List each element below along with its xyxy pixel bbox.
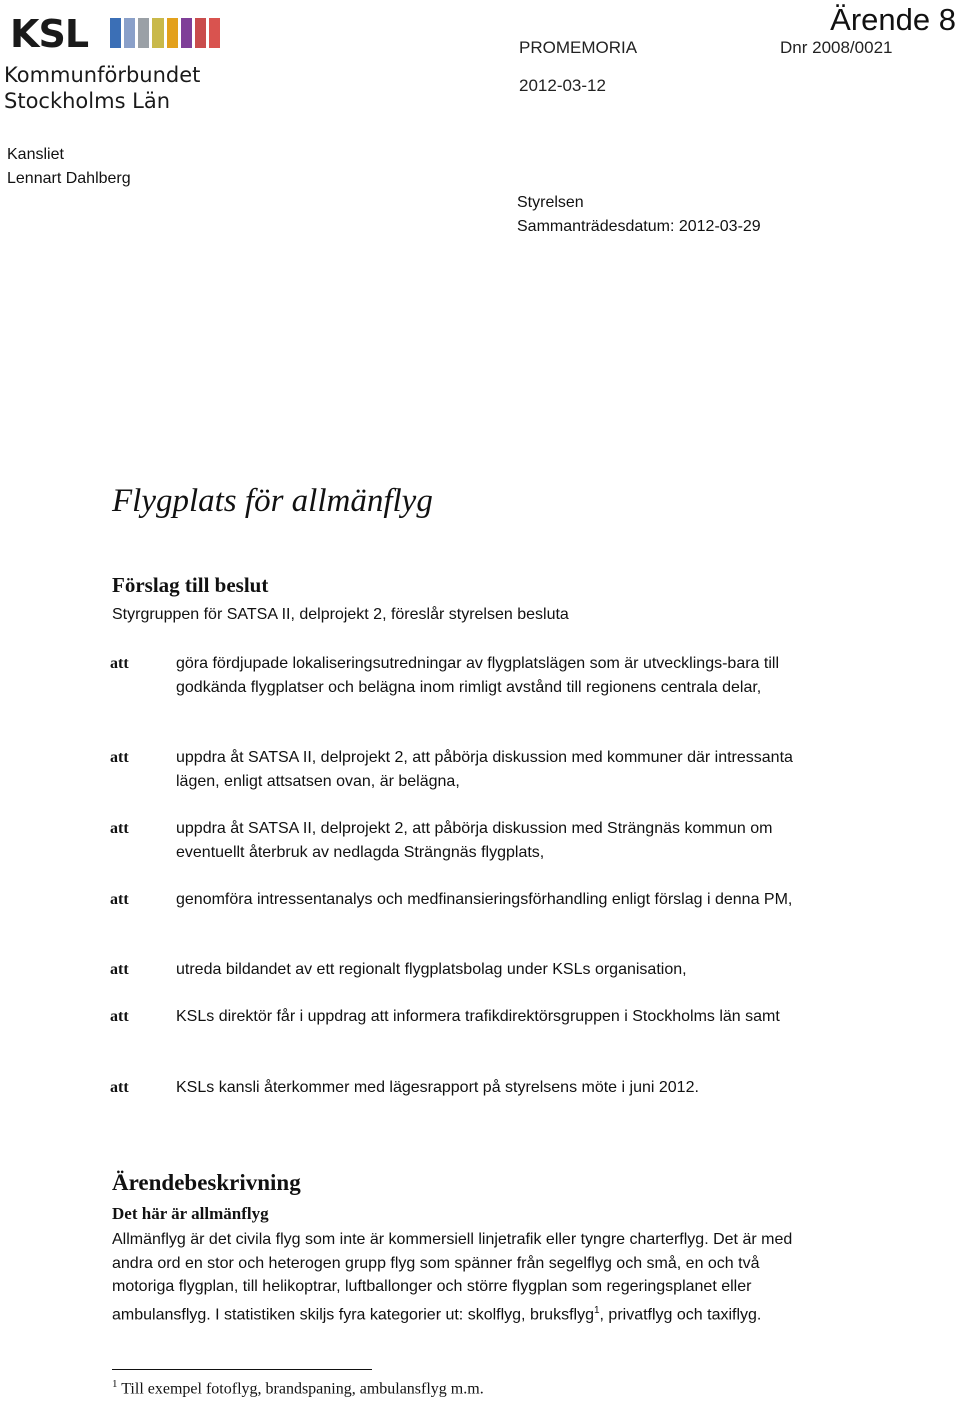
section-heading: Ärendebeskrivning	[112, 1170, 301, 1195]
proposal-item	[110, 746, 810, 793]
proposal-item	[110, 652, 810, 699]
meeting-date: Sammanträdesdatum: 2012-03-29	[517, 218, 761, 235]
logo-stripe	[167, 18, 178, 48]
logo-stripe	[209, 18, 220, 48]
logo-stripes	[110, 18, 220, 48]
logo-stripe	[195, 18, 206, 48]
footnote-text: Till exempel fotoflyg, brandspaning, ambulansflyg m.m.	[121, 1380, 484, 1398]
doc-type: PROMEMORIA	[519, 38, 638, 57]
proposal-item-text: göra fördjupade lokaliseringsutredningar av flygplatslägen som är utvecklings-bara till godkända flygplatser och belägna inom rimligt avstånd till regionens centrala delar,	[176, 655, 779, 696]
ksl-logo-text: KSL	[10, 12, 89, 56]
doc-date: 2012-03-12	[519, 76, 606, 95]
proposal-item	[110, 1076, 810, 1100]
logo-stripe	[152, 18, 163, 48]
logo-org-line1: Kommunförbundet	[4, 63, 201, 87]
recipient-block	[517, 191, 761, 239]
proposal-heading: Förslag till beslut	[112, 573, 269, 597]
section-subheading: Det här är allmänflyg	[112, 1204, 269, 1223]
proposal-item	[110, 958, 810, 982]
paragraph-main: Allmänflyg är det civila flyg som inte är kommersiell linjetrafik eller tyngre charterflyg. Det är med andra ord en stor och heterogen grupp flyg som spänner från segelflyg och små, en och två motoriga flygplan, till helikoptrar, luftballonger och större flygplan som regeringsplanet eller ambulansflyg. I statistiken skiljs fyra kategorier ut: skolflyg, bruksflyg	[112, 1231, 793, 1323]
proposal-item-text: uppdra åt SATSA II, delprojekt 2, att påbörja diskussion med kommuner där intressanta lägen, enligt attsatsen ovan, är belägna,	[176, 749, 793, 790]
logo-stripe	[138, 18, 149, 48]
att-label: att	[110, 655, 129, 672]
proposal-item-text: genomföra intressentanalys och medfinansieringsförhandling enligt förslag i denna PM,	[176, 891, 793, 908]
sender-name: Lennart Dahlberg	[7, 170, 131, 187]
att-label: att	[110, 1079, 129, 1096]
proposal-item-text: utreda bildandet av ett regionalt flygplatsbolag under KSLs organisation,	[176, 961, 687, 978]
proposal-item-text: uppdra åt SATSA II, delprojekt 2, att påbörja diskussion med Strängnäs kommun om eventuellt återbruk av nedlagda Strängnäs flygplats,	[176, 820, 773, 861]
sender-unit: Kansliet	[7, 146, 64, 163]
footnote-number: 1	[112, 1378, 118, 1390]
att-label: att	[110, 961, 129, 978]
att-label: att	[110, 891, 129, 908]
proposal-item	[110, 1005, 810, 1029]
recipient-board: Styrelsen	[517, 194, 584, 211]
proposal-item	[110, 888, 810, 912]
logo-stripe	[181, 18, 192, 48]
registration-number: Dnr 2008/0021	[780, 38, 893, 57]
footnote-ref[interactable]: 1	[593, 1304, 600, 1316]
logo-org-line2: Stockholms Län	[4, 89, 171, 113]
att-label: att	[110, 1008, 129, 1025]
logo-org-name	[4, 62, 200, 114]
footnote	[112, 1378, 484, 1398]
att-label: att	[110, 820, 129, 837]
case-number: Ärende 8	[830, 2, 956, 37]
logo-stripe	[124, 18, 135, 48]
footnote-divider	[112, 1369, 372, 1370]
proposal-item-text: KSLs kansli återkommer med lägesrapport på styrelsens möte i juni 2012.	[176, 1079, 699, 1096]
proposal-item-text: KSLs direktör får i uppdrag att informera trafikdirektörsgruppen i Stockholms län samt	[176, 1008, 780, 1025]
sender-block	[7, 143, 131, 191]
logo-stripe	[110, 18, 121, 48]
description-paragraph	[112, 1228, 812, 1326]
paragraph-end: , privatflyg och taxiflyg.	[599, 1305, 762, 1323]
proposal-intro: Styrgruppen för SATSA II, delprojekt 2, föreslår styrelsen besluta	[112, 606, 569, 623]
page-title: Flygplats för allmänflyg	[112, 483, 433, 519]
att-label: att	[110, 749, 129, 766]
proposal-item	[110, 817, 810, 864]
